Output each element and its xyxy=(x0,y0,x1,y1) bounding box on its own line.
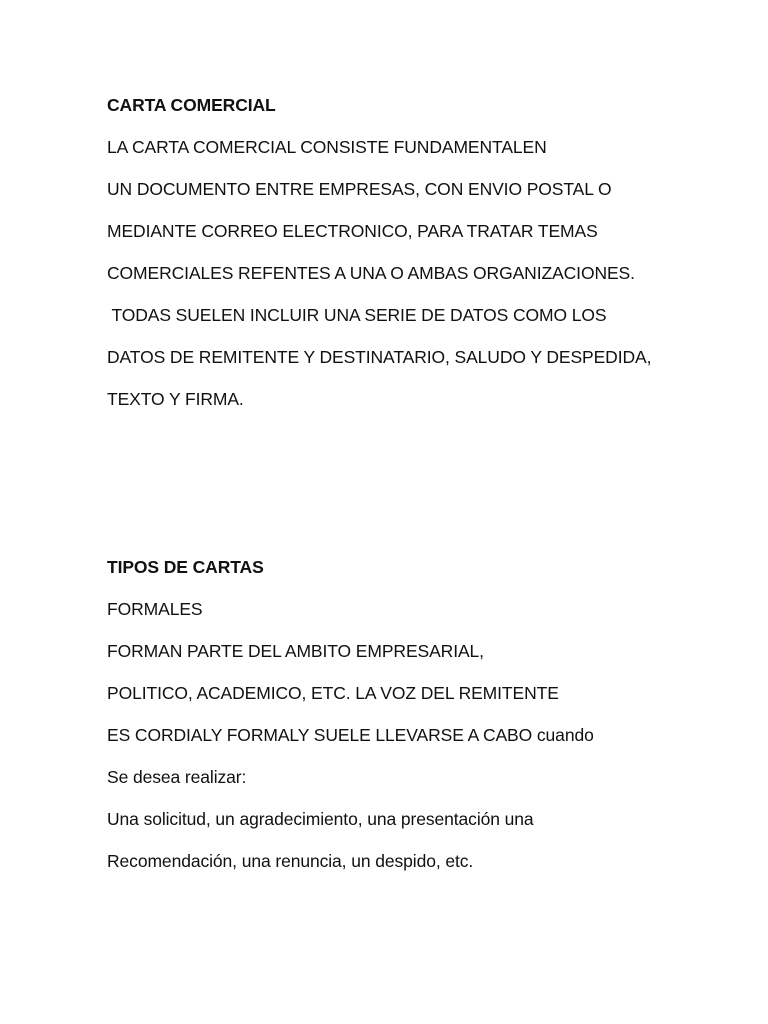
body-line: Se desea realizar: xyxy=(107,767,247,787)
section-heading-tipos-de-cartas: TIPOS DE CARTAS xyxy=(107,557,264,577)
body-line: POLITICO, ACADEMICO, ETC. LA VOZ DEL REMITENTE xyxy=(107,683,559,703)
body-line: FORMAN PARTE DEL AMBITO EMPRESARIAL, xyxy=(107,641,484,661)
body-line: TEXTO Y FIRMA. xyxy=(107,389,244,409)
body-line: MEDIANTE CORREO ELECTRONICO, PARA TRATAR TEMAS xyxy=(107,221,598,241)
body-line: LA CARTA COMERCIAL CONSISTE FUNDAMENTALEN xyxy=(107,137,547,157)
body-line: UN DOCUMENTO ENTRE EMPRESAS, CON ENVIO POSTAL O xyxy=(107,179,612,199)
section-heading-carta-comercial: CARTA COMERCIAL xyxy=(107,95,276,115)
body-line: FORMALES xyxy=(107,599,203,619)
body-line: COMERCIALES REFENTES A UNA O AMBAS ORGANIZACIONES. xyxy=(107,263,635,283)
body-line: ES CORDIALY FORMALY SUELE LLEVARSE A CABO cuando xyxy=(107,725,594,745)
body-line: Recomendación, una renuncia, un despido, etc. xyxy=(107,851,474,871)
body-line: DATOS DE REMITENTE Y DESTINATARIO, SALUDO Y DESPEDIDA, xyxy=(107,347,652,367)
body-line: Una solicitud, un agradecimiento, una presentación una xyxy=(107,809,534,829)
body-line: TODAS SUELEN INCLUIR UNA SERIE DE DATOS COMO LOS xyxy=(107,305,607,325)
